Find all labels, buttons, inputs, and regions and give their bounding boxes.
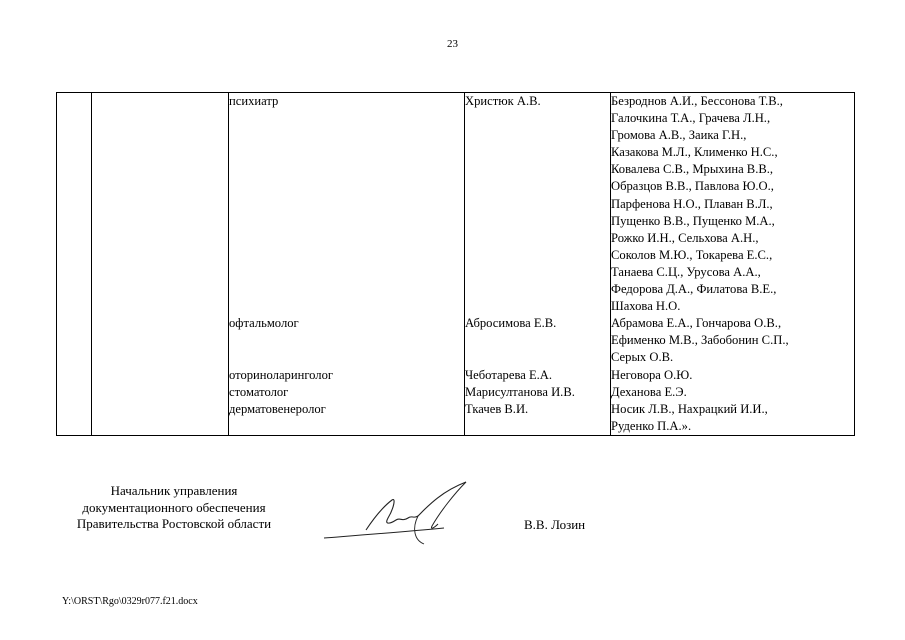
chief-otolaryngologist: Чеботарева Е.А. [465,367,553,382]
chief-column [465,93,611,436]
staff-line: Абрамова Е.А., Гончарова О.В., [611,316,782,331]
staff-line: Соколов М.Ю., Токарева Е.С., [611,247,773,262]
specialty-psychiatrist: психиатр [229,94,279,108]
chief-psychiatrist: Христюк А.В. [465,94,541,108]
specialty-dentist: стоматолог [229,384,289,399]
staff-line: Серых О.В. [611,350,674,365]
staff-line: Деханова Е.Э. [611,384,687,399]
signatory-title-line: Правительства Ростовской области [76,516,272,531]
staff-line: Казакова М.Л., Клименко Н.С., [611,145,778,160]
staff-line: Безроднов А.И., Бессонова Т.В., [611,94,783,108]
signatory-title-line: документационного обеспечения [82,499,266,515]
staff-line: Громова А.В., Заика Г.Н., [611,128,747,143]
staff-line: Шахова Н.О. [611,299,681,314]
staff-line: Галочкина Т.А., Грачева Л.Н., [611,111,771,126]
staff-line: Ефименко М.В., Забобонин С.П., [611,333,789,348]
specialty-otolaryngologist: оториноларинголог [229,367,334,382]
staff-line: Рожко И.Н., Сельхова А.Н., [611,230,759,245]
specialty-dermatovenereologist: дерматовенеролог [229,401,326,416]
number-cell [57,93,92,436]
handwritten-signature [322,478,482,548]
commission-table [56,92,855,436]
specialty-column [229,93,465,436]
chief-ophthalmologist: Абросимова Е.В. [465,316,557,331]
staff-line: Федорова Д.А., Филатова В.Е., [611,282,777,297]
staff-line: Руденко П.А.». [611,418,692,433]
table-row [57,93,855,436]
signatory-title-line: Начальник управления [110,483,238,498]
staff-line: Танаева С.Ц., Урусова А.А., [611,264,761,279]
staff-line: Парфенова Н.О., Плаван В.Л., [611,196,773,211]
region-cell [92,93,229,436]
signatory-name: В.В. Лозин [524,517,586,532]
file-path: Y:\ORST\Rgo\0329r077.f21.docx [62,596,198,607]
staff-line: Образцов В.В., Павлова Ю.О., [611,179,774,194]
chief-dermatovenereologist: Ткачев В.И. [465,401,529,416]
staff-line: Неговора О.Ю. [611,367,693,382]
page-number: 23 [447,38,458,50]
signatory-title [58,483,290,533]
staff-line: Пущенко В.В., Пущенко М.А., [611,213,775,228]
staff-column [611,93,855,436]
chief-dentist: Марисултанова И.В. [465,384,575,399]
staff-line: Ковалева С.В., Мрыхина В.В., [611,162,774,177]
specialty-ophthalmologist: офтальмолог [229,316,299,331]
staff-line: Носик Л.В., Нахрацкий И.И., [611,401,768,416]
